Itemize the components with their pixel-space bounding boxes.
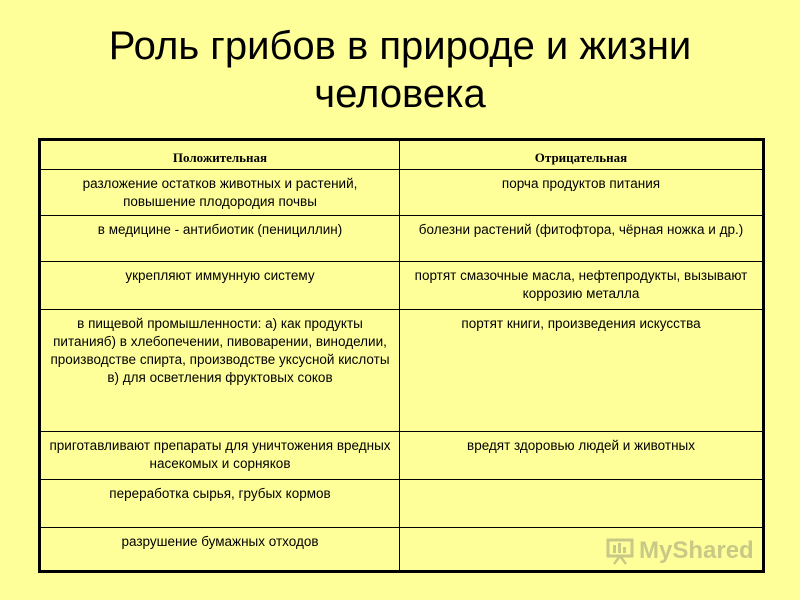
slide-title-line1: Роль грибов в природе и жизни [108, 24, 692, 68]
table-cell-negative [400, 480, 764, 528]
slide-title-line2: человека [314, 72, 486, 116]
table-row [40, 480, 764, 528]
slide-title [0, 22, 800, 118]
table-cell-negative: болезни растений (фитофтора, чёрная ножка и др.) [400, 216, 764, 262]
table-row [40, 216, 764, 262]
table-cell-positive: укрепляют иммунную систему [40, 262, 400, 310]
watermark-text: MyShared [639, 537, 754, 564]
table-row [40, 170, 764, 216]
table-cell-positive: разрушение бумажных отходов [40, 528, 400, 572]
table-cell-positive: приготавливают препараты для уничтожения вредных насекомых и сорняков [40, 432, 400, 480]
presentation-icon [605, 536, 635, 566]
table-cell-positive: разложение остатков животных и растений, повышение плодородия почвы [40, 170, 400, 216]
header-positive: Положительная [40, 140, 400, 170]
table-cell-positive: переработка сырья, грубых кормов [40, 480, 400, 528]
watermark-logo [605, 536, 754, 566]
header-negative: Отрицательная [400, 140, 764, 170]
table-cell-negative: портят книги, произведения искусства [400, 310, 764, 432]
table-row [40, 310, 764, 432]
table-header-row [40, 140, 764, 170]
table-cell-positive: в пищевой промышленности: а) как продукты питанияб) в хлебопечении, пивоварении, виноделии, производстве спирта, производстве уксусной кислоты в) для осветления фруктовых соков [40, 310, 400, 432]
table-cell-negative: порча продуктов питания [400, 170, 764, 216]
table-cell-negative: вредят здоровью людей и животных [400, 432, 764, 480]
table-cell-negative: портят смазочные масла, нефтепродукты, вызывают коррозию металла [400, 262, 764, 310]
table-row [40, 432, 764, 480]
comparison-table [38, 138, 765, 573]
table-row [40, 262, 764, 310]
table-cell-positive: в медицине - антибиотик (пенициллин) [40, 216, 400, 262]
